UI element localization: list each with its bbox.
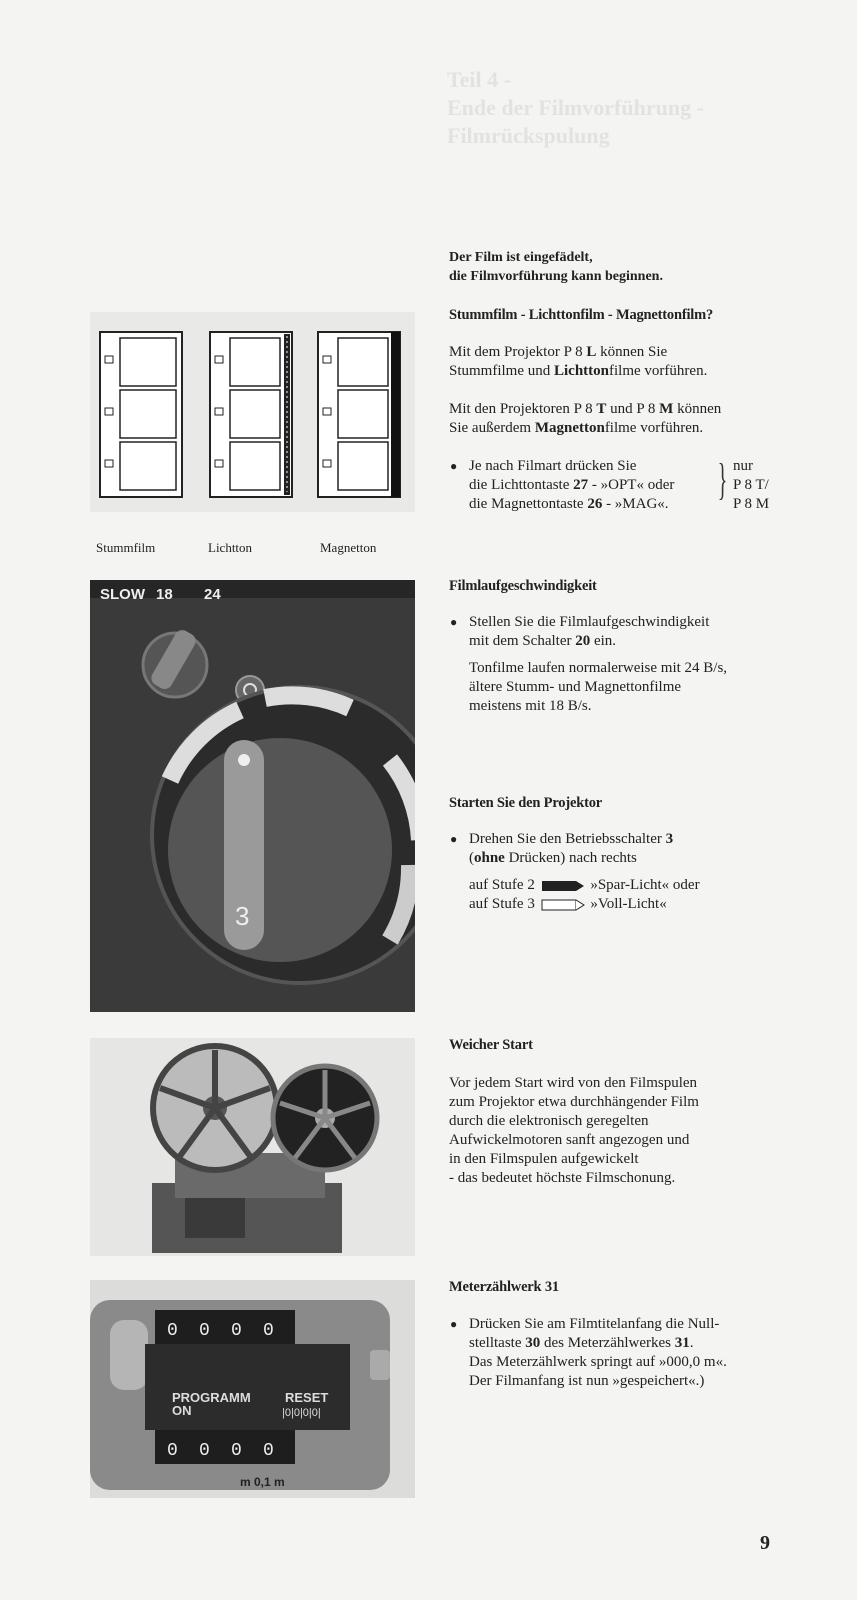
- brace-icon: }: [717, 455, 728, 504]
- unit-label: m 0,1 m: [240, 1475, 285, 1489]
- bullet-dot: ●: [450, 615, 458, 629]
- operating-switch-illustration: [90, 580, 415, 1012]
- speed-18-label: 18: [156, 586, 173, 603]
- speed-switch-photo: [90, 580, 415, 1012]
- section-type-bullet: ● Je nach Filmart drücken Sie die Lichttontaste 27 - »OPT« oder die Magnettontaste 26 - »MAG«.: [450, 458, 675, 512]
- counter-digit: 0: [231, 1441, 242, 1461]
- intro-line: Der Film ist eingefädelt,: [449, 250, 593, 265]
- intro-line: die Filmvorführung kann beginnen.: [449, 269, 663, 284]
- section-type-heading: Stummfilm - Lichttonfilm - Magnettonfilm?: [449, 307, 714, 323]
- caption-silent: Stummfilm: [96, 540, 156, 555]
- section-start-steps: [469, 876, 789, 914]
- section-speed-heading: Filmlaufgeschwindigkeit: [449, 578, 597, 594]
- section-type-p2: Mit den Projektoren P 8 T und P 8 M können Sie außerdem Magnettonfilme vorführen.: [449, 401, 722, 436]
- section-speed-note: Tonfilme laufen normalerweise mit 24 B/s, ältere Stumm- und Magnettonfilme meistens mit 18 B/s.: [469, 660, 728, 714]
- bullet-dot: ●: [450, 832, 458, 846]
- film-strips-svg: [90, 312, 415, 512]
- speed-24-label: 24: [204, 586, 221, 603]
- bullet-dot: ●: [450, 459, 458, 473]
- counter-digit: 0: [263, 1321, 274, 1341]
- section-start-bullet: ● Drehen Sie den Betriebsschalter 3 (ohne Drücken) nach rechts: [450, 831, 674, 866]
- bullet-dot: ●: [450, 1317, 458, 1331]
- caption-optical: Lichtton: [208, 540, 253, 555]
- page-number: 9: [760, 1532, 770, 1554]
- silent-film-strip: [100, 332, 182, 497]
- magnetic-sound-film-strip: [318, 332, 400, 497]
- model-note: nur P 8 T/ P 8 M: [733, 458, 770, 512]
- full-light-arrow-icon: [541, 899, 585, 911]
- projector-photo: [90, 1038, 415, 1256]
- section-type-p1: Mit dem Projektor P 8 L können Sie Stummfilme und Lichttonfilme vorführen.: [449, 344, 708, 379]
- counter-digit: 0: [167, 1321, 178, 1341]
- section-speed-bullet: ● Stellen Sie die Filmlaufgeschwindigkeit mit dem Schalter 20 ein.: [450, 614, 710, 649]
- counter-digit: 0: [167, 1441, 178, 1461]
- section-counter-bullet: ● Drücken Sie am Filmtitelanfang die Null- stelltaste 30 des Meterzählwerkes 31. Das Meterzählwerk springt auf »000,0 m«. Der Filmanfang ist nun »gespeichert«.): [450, 1316, 727, 1389]
- knob-number: 3: [235, 901, 250, 931]
- film-strip-illustration: [90, 312, 415, 512]
- ghost-title-line: Ende der Filmvorführung -: [447, 95, 704, 120]
- section-counter-heading: Meterzählwerk 31: [449, 1279, 559, 1295]
- section-start-heading: Starten Sie den Projektor: [449, 795, 602, 811]
- on-label: ON: [172, 1403, 192, 1418]
- reset-label: RESET: [285, 1390, 329, 1405]
- meter-counter-illustration: [90, 1280, 415, 1498]
- programm-label: PROGRAMM: [172, 1390, 251, 1405]
- counter-digit: 0: [199, 1321, 210, 1341]
- step-3-row: auf Stufe 3 »Voll-Licht«: [469, 896, 667, 912]
- optical-sound-film-strip: [210, 332, 292, 497]
- ghost-title-line: Teil 4 -: [447, 67, 511, 92]
- step-2-row: auf Stufe 2 »Spar-Licht« oder: [469, 877, 700, 893]
- section-soft-text: Vor jedem Start wird von den Filmspulen zum Projektor etwa durchhängender Film durch die elektronisch geregelten Aufwickelmotoren sanft angezogen und in den Filmspulen aufgewickelt - das bedeutet höchste Filmschonung.: [449, 1075, 699, 1186]
- projector-illustration: [90, 1038, 415, 1256]
- slow-label: SLOW: [100, 586, 145, 603]
- counter-digit: 0: [231, 1321, 242, 1341]
- section-soft-heading: Weicher Start: [449, 1037, 533, 1053]
- intro-text: [449, 248, 663, 286]
- ghost-title: [447, 66, 704, 150]
- counter-digit: 0: [263, 1441, 274, 1461]
- caption-magnetic: Magnetton: [320, 540, 377, 555]
- counter-digit: 0: [199, 1441, 210, 1461]
- counter-photo: [90, 1280, 415, 1498]
- spar-light-arrow-icon: [541, 880, 585, 892]
- ghost-title-line: Filmrückspulung: [447, 123, 610, 148]
- reset-digits: |0|0|0|0|: [282, 1407, 321, 1419]
